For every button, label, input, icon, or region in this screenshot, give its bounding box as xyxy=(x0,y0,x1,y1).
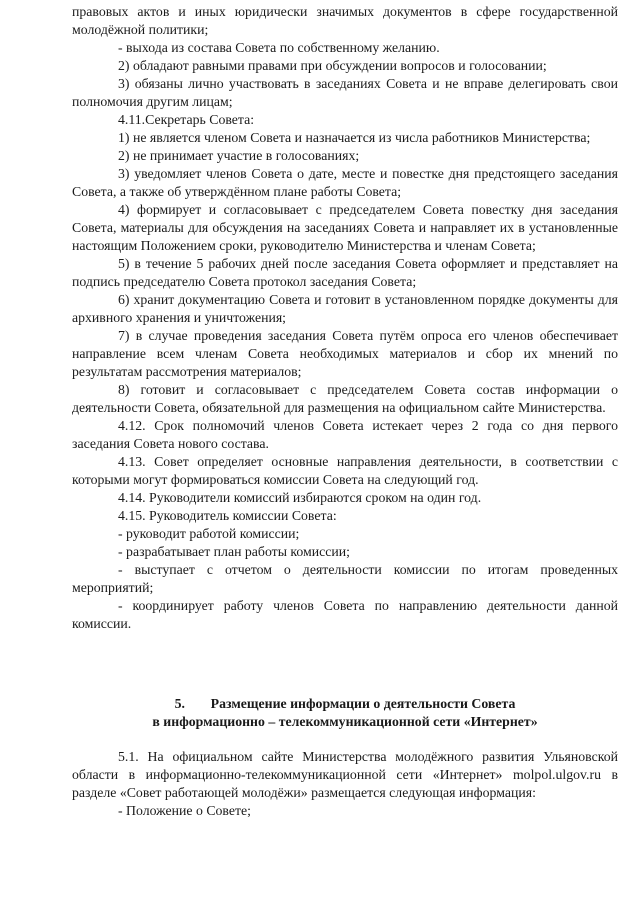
paragraph-regulation: - Положение о Совете; xyxy=(118,803,251,818)
paragraph-secretary-4: 4) формирует и согласовывает с председателем Совета повестку дня заседания Совета, материалы для обсуждения на заседаниях Совета и направляет их в установленные настоящим Положением сроки, руководителю Министерства и членам Совета; xyxy=(72,202,618,253)
paragraph-secretary-1: 1) не является членом Совета и назначается из числа работников Министерства; xyxy=(118,130,591,145)
paragraph-4-12: 4.12. Срок полномочий членов Совета истекает через 2 года со дня первого заседания Совета нового состава. xyxy=(72,418,618,451)
paragraph-commission-plan: - разрабатывает план работы комиссии; xyxy=(118,544,351,559)
paragraph-4-11: 4.11.Секретарь Совета: xyxy=(118,112,255,127)
paragraph-secretary-6: 6) хранит документацию Совета и готовит в установленном порядке документы для архивного хранения и уничтожения; xyxy=(72,292,618,325)
section-title-line-1: Размещение информации о деятельности Совета xyxy=(210,696,516,711)
paragraph-commission-lead: - руководит работой комиссии; xyxy=(118,526,300,541)
paragraph-secretary-3: 3) уведомляет членов Совета о дате, месте и повестке дня предстоящего заседания Совета, а также об утверждённом плане работы Совета; xyxy=(72,166,618,199)
section-body xyxy=(72,748,618,820)
paragraph-secretary-8: 8) готовит и согласовывает с председателем Совета состав информации о деятельности Совета, обязательной для размещения на официальном сайте Министерства. xyxy=(72,382,618,415)
document-body xyxy=(72,3,618,633)
paragraph-secretary-7: 7) в случае проведения заседания Совета путём опроса его членов обеспечивает направление всем членам Совета необходимых материалов и сбор их мнений по результатам рассмотрения материалов; xyxy=(72,328,618,379)
paragraph-secretary-2: 2) не принимает участие в голосованиях; xyxy=(118,148,360,163)
paragraph-equal-rights: 2) обладают равными правами при обсуждении вопросов и голосовании; xyxy=(118,58,547,73)
paragraph-4-14: 4.14. Руководители комиссий избираются сроком на один год. xyxy=(118,490,482,505)
section-heading-line-1 xyxy=(72,695,618,713)
section-heading xyxy=(72,695,618,731)
paragraph-commission-report: - выступает с отчетом о деятельности комиссии по итогам проведенных мероприятий; xyxy=(72,562,618,595)
paragraph-personal-participation: 3) обязаны лично участвовать в заседаниях Совета и не вправе делегировать свои полномочия другим лицам; xyxy=(72,76,618,109)
section-number: 5. xyxy=(174,696,186,711)
paragraph-legal-acts: правовых актов и иных юридически значимых документов в сфере государственной молодёжной политики; xyxy=(72,4,618,37)
paragraph-5-1: 5.1. На официальном сайте Министерства молодёжного развития Ульяновской области в информационно-телекоммуникационной сети «Интернет» molpol.ulgov.ru в разделе «Совет работающей молодёжи» размещается следующая информация: xyxy=(72,749,618,800)
section-title-line-2: в информационно – телекоммуникационной сети «Интернет» xyxy=(152,714,538,729)
paragraph-leave-council: - выхода из состава Совета по собственному желанию. xyxy=(118,40,440,55)
paragraph-4-15: 4.15. Руководитель комиссии Совета: xyxy=(118,508,337,523)
paragraph-commission-coordinate: - координирует работу членов Совета по направлению деятельности данной комиссии. xyxy=(72,598,618,631)
paragraph-4-13: 4.13. Совет определяет основные направления деятельности, в соответствии с которыми могут формироваться комиссии Совета на следующий год. xyxy=(72,454,618,487)
paragraph-secretary-5: 5) в течение 5 рабочих дней после заседания Совета оформляет и представляет на подпись председателю Совета протокол заседания Совета; xyxy=(72,256,618,289)
